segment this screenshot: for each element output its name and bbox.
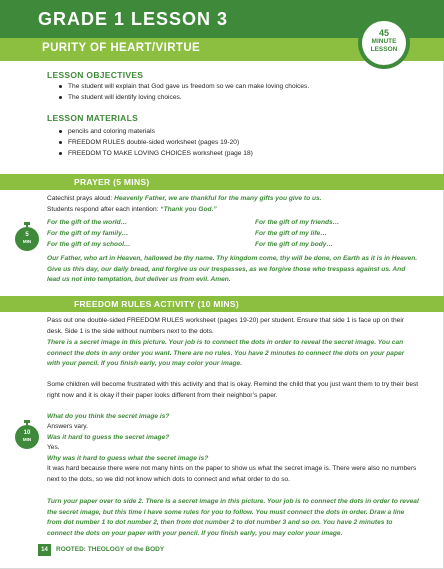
prayer-band — [0, 174, 444, 190]
prayer-timer — [14, 222, 40, 252]
list-item: FREEDOM TO MAKE LOVING CHOICES worksheet (page 18) — [68, 150, 253, 157]
lesson-subtitle: PURITY OF HEART/VIRTUE — [42, 42, 201, 54]
gift-item: For the gift of my body… — [255, 241, 334, 248]
answer-1: Answers vary. — [47, 423, 88, 430]
gift-item: For the gift of my family… — [47, 230, 129, 237]
our-father-prayer: Our Father, who art in Heaven, hallowed be thy name. Thy kingdom come, thy will be done, on Earth as it is in Heaven. Give us this day, our daily bread, and forgive us our trespasses, as we forgive those who trespass against us. And lead us not into temptation, but deliver us from evil. Amen. — [47, 255, 418, 283]
question-2: Was it hard to guess the secret image? — [47, 434, 170, 441]
objectives-heading: LESSON OBJECTIVES — [47, 70, 144, 80]
side2-script: Turn your paper over to side 2. There is a secret image in this picture. Your job is to connect the dots in order to reveal the secret image, but this time I have some rules for you to follow. You must connect the dots in order. Draw a line from dot number 1 to dot number 2, then from dot number 2 to dot number 3 and so on. You have 2 minutes to connect the dots on your paper with your pencil. If you finish early, you may color your image. — [47, 498, 419, 537]
list-item: The student will explain that God gave us freedom so we can make loving choices. — [68, 83, 310, 90]
gift-row — [47, 219, 427, 230]
objectives-list — [68, 81, 309, 103]
timer-label: MIN — [22, 437, 32, 442]
gift-row — [47, 230, 427, 241]
list-item: pencils and coloring materials — [68, 126, 253, 137]
gift-item: For the gift of my life… — [255, 230, 327, 237]
gift-item: For the gift of my friends… — [255, 219, 340, 226]
question-3: Why was it hard to guess what the secret image is? — [47, 455, 209, 462]
page-number: 14 — [38, 544, 51, 556]
activity-timer — [14, 420, 40, 450]
gift-intentions — [47, 219, 427, 252]
prayer-intro — [47, 194, 321, 204]
activity-band — [0, 296, 444, 312]
lesson-title: GRADE 1 LESSON 3 — [38, 9, 229, 29]
badge-number: 45 — [378, 28, 389, 38]
materials-list — [68, 126, 253, 159]
badge-line-lesson: LESSON — [370, 46, 398, 53]
teacher-note: Some children will become frustrated with this activity and that is okay. Remind the child that you just want them to try their best right now and it is okay if their paper looks different from their neighbor’s paper. — [47, 381, 419, 399]
gift-item: For the gift of the world… — [47, 219, 128, 226]
prayer-intro-label: Catechist prays aloud: — [47, 195, 115, 202]
list-item: The student will identify loving choices. — [68, 92, 309, 103]
prayer-response-text: “Thank you God.” — [160, 206, 217, 213]
list-item: FREEDOM RULES double-sided worksheet (pages 19-20) — [68, 137, 253, 148]
timer-number: 10 — [23, 430, 31, 436]
prayer-response — [47, 205, 217, 215]
answer-3: It was hard because there were not many hints on the paper to show us what the secret image is. There were also no numbers next to the dots, so we did not know which dots to connect and what order to do so. — [47, 465, 417, 483]
prayer-response-label: Students respond after each intention: — [47, 206, 161, 213]
gift-row — [47, 241, 427, 252]
activity-instructions: Pass out one double-sided FREEDOM RULES worksheet (pages 19-20) per student. Ensure that side 1 is face up on their desk. Side 1 is the side without numbers next to the dots. — [47, 317, 404, 335]
gift-item: For the gift of my school… — [47, 241, 131, 248]
stopwatch-badge — [353, 9, 415, 71]
timer-label: MIN — [22, 239, 32, 244]
prayer-intro-text: Heavenly Father, we are thankful for the many gifts you give to us. — [114, 195, 322, 202]
footer-title: ROOTED: THEOLOGY of the BODY — [56, 546, 165, 553]
activity-heading: FREEDOM RULES ACTIVITY (10 MINS) — [74, 299, 239, 309]
materials-heading: LESSON MATERIALS — [47, 113, 139, 123]
prayer-heading: PRAYER (5 MINS) — [74, 177, 150, 187]
timer-number: 5 — [25, 232, 29, 238]
question-1: What do you think the secret image is? — [47, 413, 170, 420]
badge-line-minute: MINUTE — [371, 38, 397, 45]
side1-script: There is a secret image in this picture. Your job is to connect the dots in order to reveal the secret image. You can connect the dots in any order you want. There are no rules. You have 2 minutes to connect the dots on your paper with your pencil. If you finish early, you may color your image. — [47, 339, 405, 367]
answer-2: Yes. — [47, 444, 60, 451]
